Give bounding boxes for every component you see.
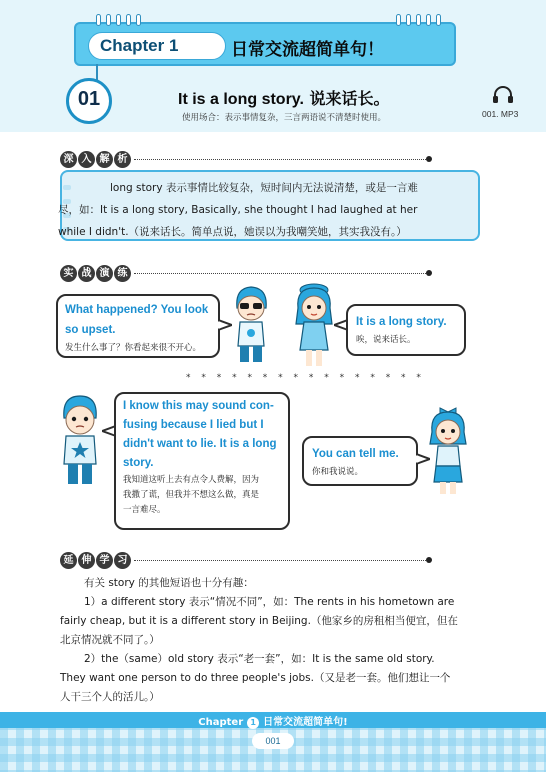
- divider-end-dot: [426, 557, 432, 563]
- extension-text: [60, 574, 482, 707]
- title-char: 伸: [78, 552, 95, 569]
- footer-chapter-number: 1: [247, 717, 259, 729]
- page-number: 001: [252, 733, 294, 749]
- bubble-en: It is a long story.: [356, 316, 447, 328]
- bubble-cn: 唉，说来话长。: [356, 335, 416, 345]
- binder-ring: [436, 14, 441, 26]
- title-char: 实: [60, 265, 77, 282]
- title-char: 析: [114, 151, 131, 168]
- title-char: 习: [114, 552, 131, 569]
- binder-ring: [126, 14, 131, 26]
- bubble-cn-line: 我撒了谎，但我并不想这么做，真是: [123, 490, 260, 500]
- speech-bubble: [56, 294, 220, 358]
- title-char: 入: [78, 151, 95, 168]
- binder-ring: [96, 14, 101, 26]
- analysis-line: 尽，如：It is a long story, Basically, she thought I had laughed at her: [58, 204, 418, 216]
- title-char: 战: [78, 265, 95, 282]
- section-divider: [134, 560, 426, 561]
- usage-note: 使用场合：表示事情复杂，三言两语说不清楚时使用。: [182, 113, 387, 123]
- title-char: 练: [114, 265, 131, 282]
- footer-chapter-word: Chapter: [198, 717, 244, 728]
- section-divider: [134, 273, 426, 274]
- bubble-en-line: fusing because I lied but I: [123, 419, 264, 431]
- chapter-title: 日常交流超简单句！: [231, 40, 384, 60]
- title-char: 学: [96, 552, 113, 569]
- box-bullet: [63, 185, 71, 190]
- dialogue-separator: * * * * * * * * * * * * * * * *: [186, 373, 425, 383]
- bubble-cn: 发生什么事了？你看起来很不开心。: [65, 343, 202, 353]
- footer-chapter-title: 日常交流超简单句!: [263, 717, 348, 728]
- binder-ring: [116, 14, 121, 26]
- extension-line: They want one person to do three people's jobs.（又是老一套。他们想让一个: [60, 672, 451, 684]
- bubble-en-line: so upset.: [65, 324, 116, 336]
- binder-ring: [416, 14, 421, 26]
- headline-cn: 说来话长。: [309, 89, 390, 108]
- speech-bubble: [302, 436, 418, 486]
- headphones-icon[interactable]: [492, 86, 514, 104]
- binder-ring: [106, 14, 111, 26]
- girl-character-illustration: [426, 402, 470, 498]
- binder-ring: [406, 14, 411, 26]
- speech-bubble: [114, 392, 290, 530]
- analysis-text: [58, 177, 472, 243]
- headline-en: It is a long story.: [178, 91, 304, 108]
- extension-line: fairly cheap, but it is a different story in Beijing.（他家乡的房租相当便宜，但在: [60, 615, 458, 627]
- analysis-line: while I didn't.（说来话长。简单点说，她误以为我嘲笑她，其实我没有。）: [58, 226, 407, 238]
- bubble-cn: 你和我说说。: [312, 467, 364, 477]
- girl-character-illustration: [292, 280, 336, 370]
- binder-ring: [396, 14, 401, 26]
- title-char: 深: [60, 151, 77, 168]
- bubble-en: You can tell me.: [312, 448, 399, 460]
- title-char: 解: [96, 151, 113, 168]
- extension-line: 2）the（same）old story 表示“老一套”，如：It is the same old story.: [84, 653, 435, 665]
- audio-file-label[interactable]: 001. MP3: [482, 109, 519, 119]
- boy-character-illustration: [56, 392, 104, 488]
- bubble-en-line: What happened? You look: [65, 304, 209, 316]
- extension-line: 北京情况就不同了。）: [60, 634, 160, 646]
- extension-intro: 有关 story 的其他短语也十分有趣：: [84, 577, 254, 589]
- section-title-extension: [60, 551, 132, 569]
- extension-line: 1）a different story 表示“情况不同”，如：The rents in his hometown are: [84, 596, 455, 608]
- bubble-en-line: I know this may sound con-: [123, 400, 274, 412]
- bubble-en-line: didn't want to lie. It is a long: [123, 438, 277, 450]
- lesson-number: 01: [77, 88, 101, 110]
- divider-end-dot: [426, 156, 432, 162]
- lesson-headline: [178, 86, 390, 109]
- bubble-en-line: story.: [123, 457, 154, 469]
- extension-line: 人干三个人的活儿。）: [60, 691, 160, 703]
- section-title-analysis: [60, 150, 132, 168]
- footer-title: [0, 713, 546, 729]
- title-char: 延: [60, 552, 77, 569]
- bubble-cn-line: 一言难尽。: [123, 505, 166, 515]
- bubble-cn-line: 我知道这听上去有点令人费解，因为: [123, 475, 260, 485]
- hang-string: [96, 64, 98, 80]
- divider-end-dot: [426, 270, 432, 276]
- binder-ring: [426, 14, 431, 26]
- boy-character-illustration: [230, 284, 272, 366]
- chapter-label: Chapter 1: [100, 36, 179, 55]
- binder-ring: [136, 14, 141, 26]
- title-char: 演: [96, 265, 113, 282]
- analysis-line: long story 表示事情比较复杂，短时间内无法说清楚，或是一言难: [110, 182, 418, 194]
- speech-bubble: [346, 304, 466, 356]
- section-divider: [134, 159, 426, 160]
- section-title-practice: [60, 264, 132, 282]
